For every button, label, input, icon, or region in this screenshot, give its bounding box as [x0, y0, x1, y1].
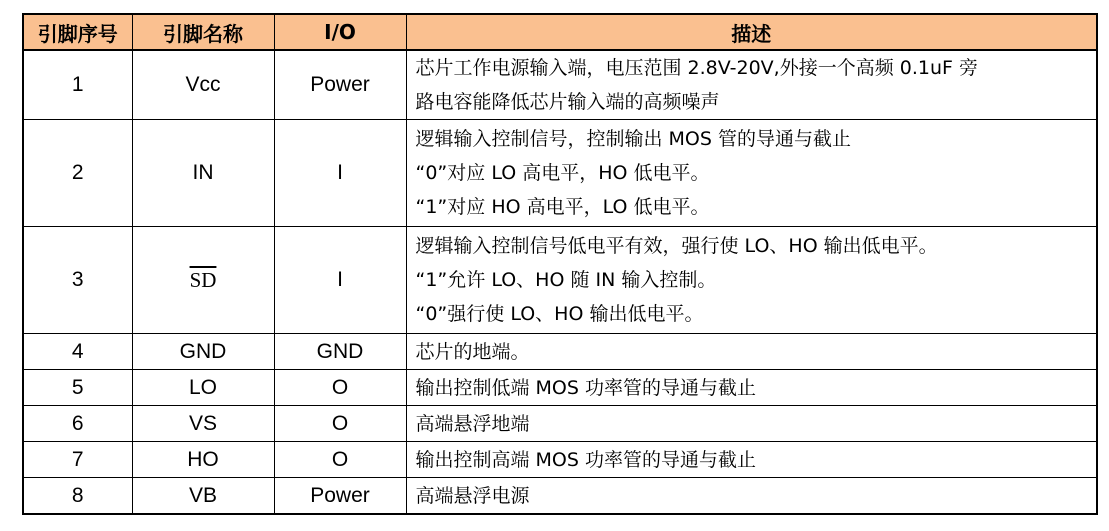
description-line: 逻辑输入控制信号低电平有效，强行使 LO、HO 输出低电平。	[415, 235, 938, 257]
pin-io-cell: I	[274, 227, 406, 334]
pin-description-cell	[406, 442, 1097, 478]
table-row	[23, 227, 1097, 334]
description-line: 逻辑输入控制信号，控制输出 MOS 管的导通与截止	[415, 128, 851, 150]
description-line: 输出控制高端 MOS 功率管的导通与截止	[415, 448, 756, 471]
pin-description-cell	[406, 334, 1097, 370]
pin-name-overlined: $\overline{SD}$	[189, 267, 217, 292]
pin-number-cell: 3	[23, 227, 132, 334]
pin-number-cell: 4	[23, 334, 132, 370]
description-line: 输出控制低端 MOS 功率管的导通与截止	[415, 376, 756, 399]
description-line: 高端悬浮地端	[415, 412, 530, 435]
table-row	[23, 478, 1097, 515]
pin-description-cell	[406, 406, 1097, 442]
pin-description-cell	[406, 370, 1097, 406]
pin-number-cell: 8	[23, 478, 132, 515]
pin-io-cell: O	[274, 442, 406, 478]
pin-number-cell: 2	[23, 120, 132, 227]
pin-description-table	[22, 13, 1098, 515]
pin-name-cell: LO	[132, 370, 274, 406]
pin-io-cell: O	[274, 406, 406, 442]
pin-number-cell: 7	[23, 442, 132, 478]
header-pin-number: 引脚序号	[23, 14, 132, 50]
pin-name-cell: HO	[132, 442, 274, 478]
description-line: “0”对应 LO 高电平，HO 低电平。	[415, 162, 710, 184]
description-line: “1”对应 HO 高电平，LO 低电平。	[415, 196, 710, 218]
table-row	[23, 442, 1097, 478]
pin-io-cell: O	[274, 370, 406, 406]
pin-io-cell: Power	[274, 50, 406, 120]
description-line: 芯片工作电源输入端，电压范围 2.8V-20V,外接一个高频 0.1uF 旁	[415, 57, 978, 79]
table-row	[23, 120, 1097, 227]
pin-number-cell: 5	[23, 370, 132, 406]
pin-description-cell	[406, 120, 1097, 227]
pin-name-cell: VB	[132, 478, 274, 515]
header-pin-name: 引脚名称	[132, 14, 274, 50]
pin-description-cell	[406, 478, 1097, 515]
pin-name-cell	[132, 227, 274, 334]
table-row	[23, 334, 1097, 370]
header-io: I/O	[274, 14, 406, 50]
header-description: 描述	[406, 14, 1097, 50]
pin-number-cell: 6	[23, 406, 132, 442]
description-line: 路电容能降低芯片输入端的高频噪声	[415, 91, 720, 113]
pin-io-cell: GND	[274, 334, 406, 370]
pin-io-cell: Power	[274, 478, 406, 515]
description-line: “1”允许 LO、HO 随 IN 输入控制。	[415, 269, 717, 291]
pin-name-cell: IN	[132, 120, 274, 227]
description-line: 高端悬浮电源	[415, 484, 530, 507]
description-line: 芯片的地端。	[415, 340, 530, 363]
table-row	[23, 370, 1097, 406]
pin-io-cell: I	[274, 120, 406, 227]
pin-name-cell: VS	[132, 406, 274, 442]
pin-name-cell: GND	[132, 334, 274, 370]
table-row	[23, 406, 1097, 442]
description-line: “0”强行使 LO、HO 输出低电平。	[415, 303, 704, 325]
table-row	[23, 50, 1097, 120]
table-header-row	[23, 14, 1097, 50]
pin-number-cell: 1	[23, 50, 132, 120]
pin-description-cell	[406, 50, 1097, 120]
pin-name-cell: Vcc	[132, 50, 274, 120]
pin-description-cell	[406, 227, 1097, 334]
